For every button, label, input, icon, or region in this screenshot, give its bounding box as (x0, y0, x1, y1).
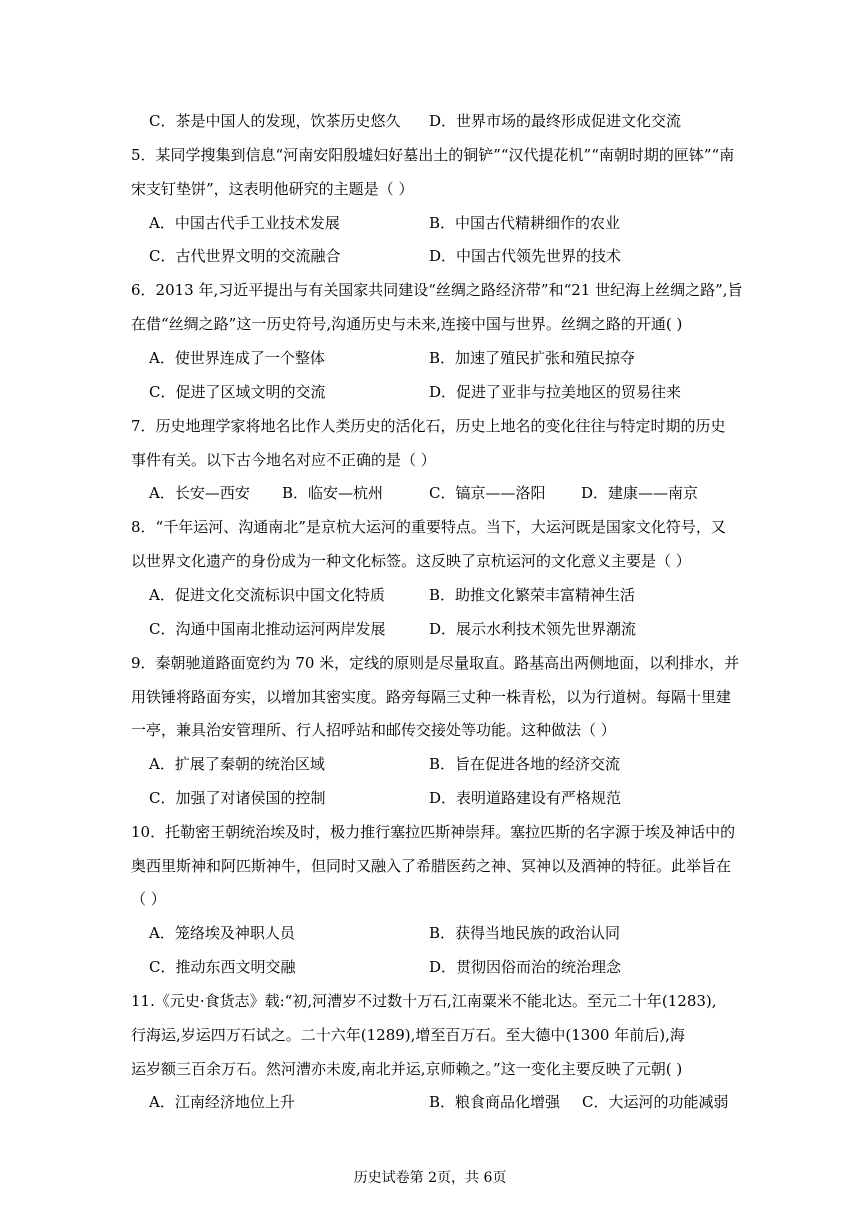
q11-stem-line-3: 运岁额三百余万石。然河漕亦未废,南北并运,京师赖之。”这一变化主要反映了元朝( ) (131, 1060, 683, 1078)
q5-option-b: B．中国古代精耕细作的农业 (429, 214, 621, 232)
q8-option-a: A．促进文化交流标识中国文化特质 (149, 586, 385, 604)
q9-stem-line-3: 一亭，兼具治安管理所、行人招呼站和邮传交接处等功能。这种做法（ ） (131, 721, 616, 739)
q10-stem-line-1: 10．托勒密王朝统治埃及时，极力推行塞拉匹斯神崇拜。塞拉匹斯的名字源于埃及神话中的 (131, 823, 736, 841)
q11-stem-line-1: 11.《元史·食货志》载:“初,河漕岁不过数十万石,江南粟米不能北达。至元二十年(1283), (131, 992, 717, 1010)
q9-option-c: C．加强了对诸侯国的控制 (149, 789, 326, 807)
q6-option-b: B．加速了殖民扩张和殖民掠夺 (429, 349, 636, 367)
q11-option-b: B．粮食商品化增强 (429, 1093, 561, 1111)
q8-stem-line-2: 以世界文化遗产的身份成为一种文化标签。这反映了京杭运河的文化意义主要是（ ） (131, 552, 691, 570)
q7-option-b: B．临安—杭州 (282, 484, 384, 502)
q10-stem-line-3: （ ） (131, 890, 166, 908)
q6-stem-line-2: 在借“丝绸之路”这一历史符号,沟通历史与未来,连接中国与世界。丝绸之路的开通( ) (131, 315, 683, 333)
q9-option-a: A．扩展了秦朝的统治区域 (149, 755, 325, 773)
q6-option-d: D．促进了亚非与拉美地区的贸易往来 (429, 383, 682, 401)
q7-option-d: D．建康——南京 (581, 484, 699, 502)
q7-stem-line-1: 7．历史地理学家将地名比作人类历史的活化石，历史上地名的变化往往与特定时期的历史 (131, 417, 726, 435)
q10-stem-line-2: 奥西里斯神和阿匹斯神牛，但同时又融入了希腊医药之神、冥神以及酒神的特征。此举旨在 (131, 857, 732, 875)
q11-option-c: C．大运河的功能减弱 (582, 1093, 729, 1111)
q10-option-d: D．贯彻因俗而治的统治理念 (429, 958, 622, 976)
page-footer: 历史试卷第 2页，共 6页 (353, 1170, 507, 1186)
q4-option-c: C．茶是中国人的发现，饮茶历史悠久 (149, 112, 401, 130)
q9-stem-line-2: 用铁锤将路面夯实，以增加其密实度。路旁每隔三丈种一株青松，以为行道树。每隔十里建 (131, 688, 732, 706)
q5-option-d: D．中国古代领先世界的技术 (429, 247, 622, 265)
q6-option-c: C．促进了区域文明的交流 (149, 383, 326, 401)
q5-option-c: C．古代世界文明的交流融合 (149, 247, 341, 265)
q5-option-a: A．中国古代手工业技术发展 (149, 214, 340, 232)
q8-stem-line-1: 8．“千年运河、沟通南北”是京杭大运河的重要特点。当下，大运河既是国家文化符号，又 (131, 518, 726, 536)
q6-stem-line-1: 6．2013 年,习近平提出与有关国家共同建设“丝绸之路经济带”和“21 世纪海上丝绸之路”,旨 (131, 281, 743, 299)
q10-option-c: C．推动东西文明交融 (149, 958, 296, 976)
q6-option-a: A．使世界连成了一个整体 (149, 349, 325, 367)
q11-option-a: A．江南经济地位上升 (149, 1093, 295, 1111)
q11-stem-line-2: 行海运,岁运四万石试之。二十六年(1289),增至百万石。至大德中(1300 年前后),海 (131, 1026, 685, 1044)
q7-stem-line-2: 事件有关。以下古今地名对应不正确的是（ ） (131, 451, 436, 469)
q4-option-d: D．世界市场的最终形成促进文化交流 (429, 112, 682, 130)
q10-option-b: B．获得当地民族的政治认同 (429, 924, 621, 942)
q9-stem-line-1: 9．秦朝驰道路面宽约为 70 米，定线的原则是尽量取直。路基高出两侧地面，以利排水，并 (131, 654, 740, 672)
q8-option-b: B．助推文化繁荣丰富精神生活 (429, 586, 636, 604)
q9-option-b: B．旨在促进各地的经济交流 (429, 755, 621, 773)
q9-option-d: D．表明道路建设有严格规范 (429, 789, 622, 807)
q8-option-c: C．沟通中国南北推动运河两岸发展 (149, 620, 386, 638)
q10-option-a: A．笼络埃及神职人员 (149, 924, 295, 942)
q8-option-d: D．展示水利技术领先世界潮流 (429, 620, 637, 638)
q7-option-a: A．长安—西安 (149, 484, 250, 502)
q7-option-c: C．镐京——洛阳 (429, 484, 546, 502)
q5-stem-line-2: 宋支钉垫饼”，这表明他研究的主题是（ ） (131, 180, 414, 198)
q5-stem-line-1: 5．某同学搜集到信息“河南安阳殷墟妇好墓出土的铜铲”“汉代提花机”“南朝时期的匣钵”“南 (131, 146, 735, 164)
